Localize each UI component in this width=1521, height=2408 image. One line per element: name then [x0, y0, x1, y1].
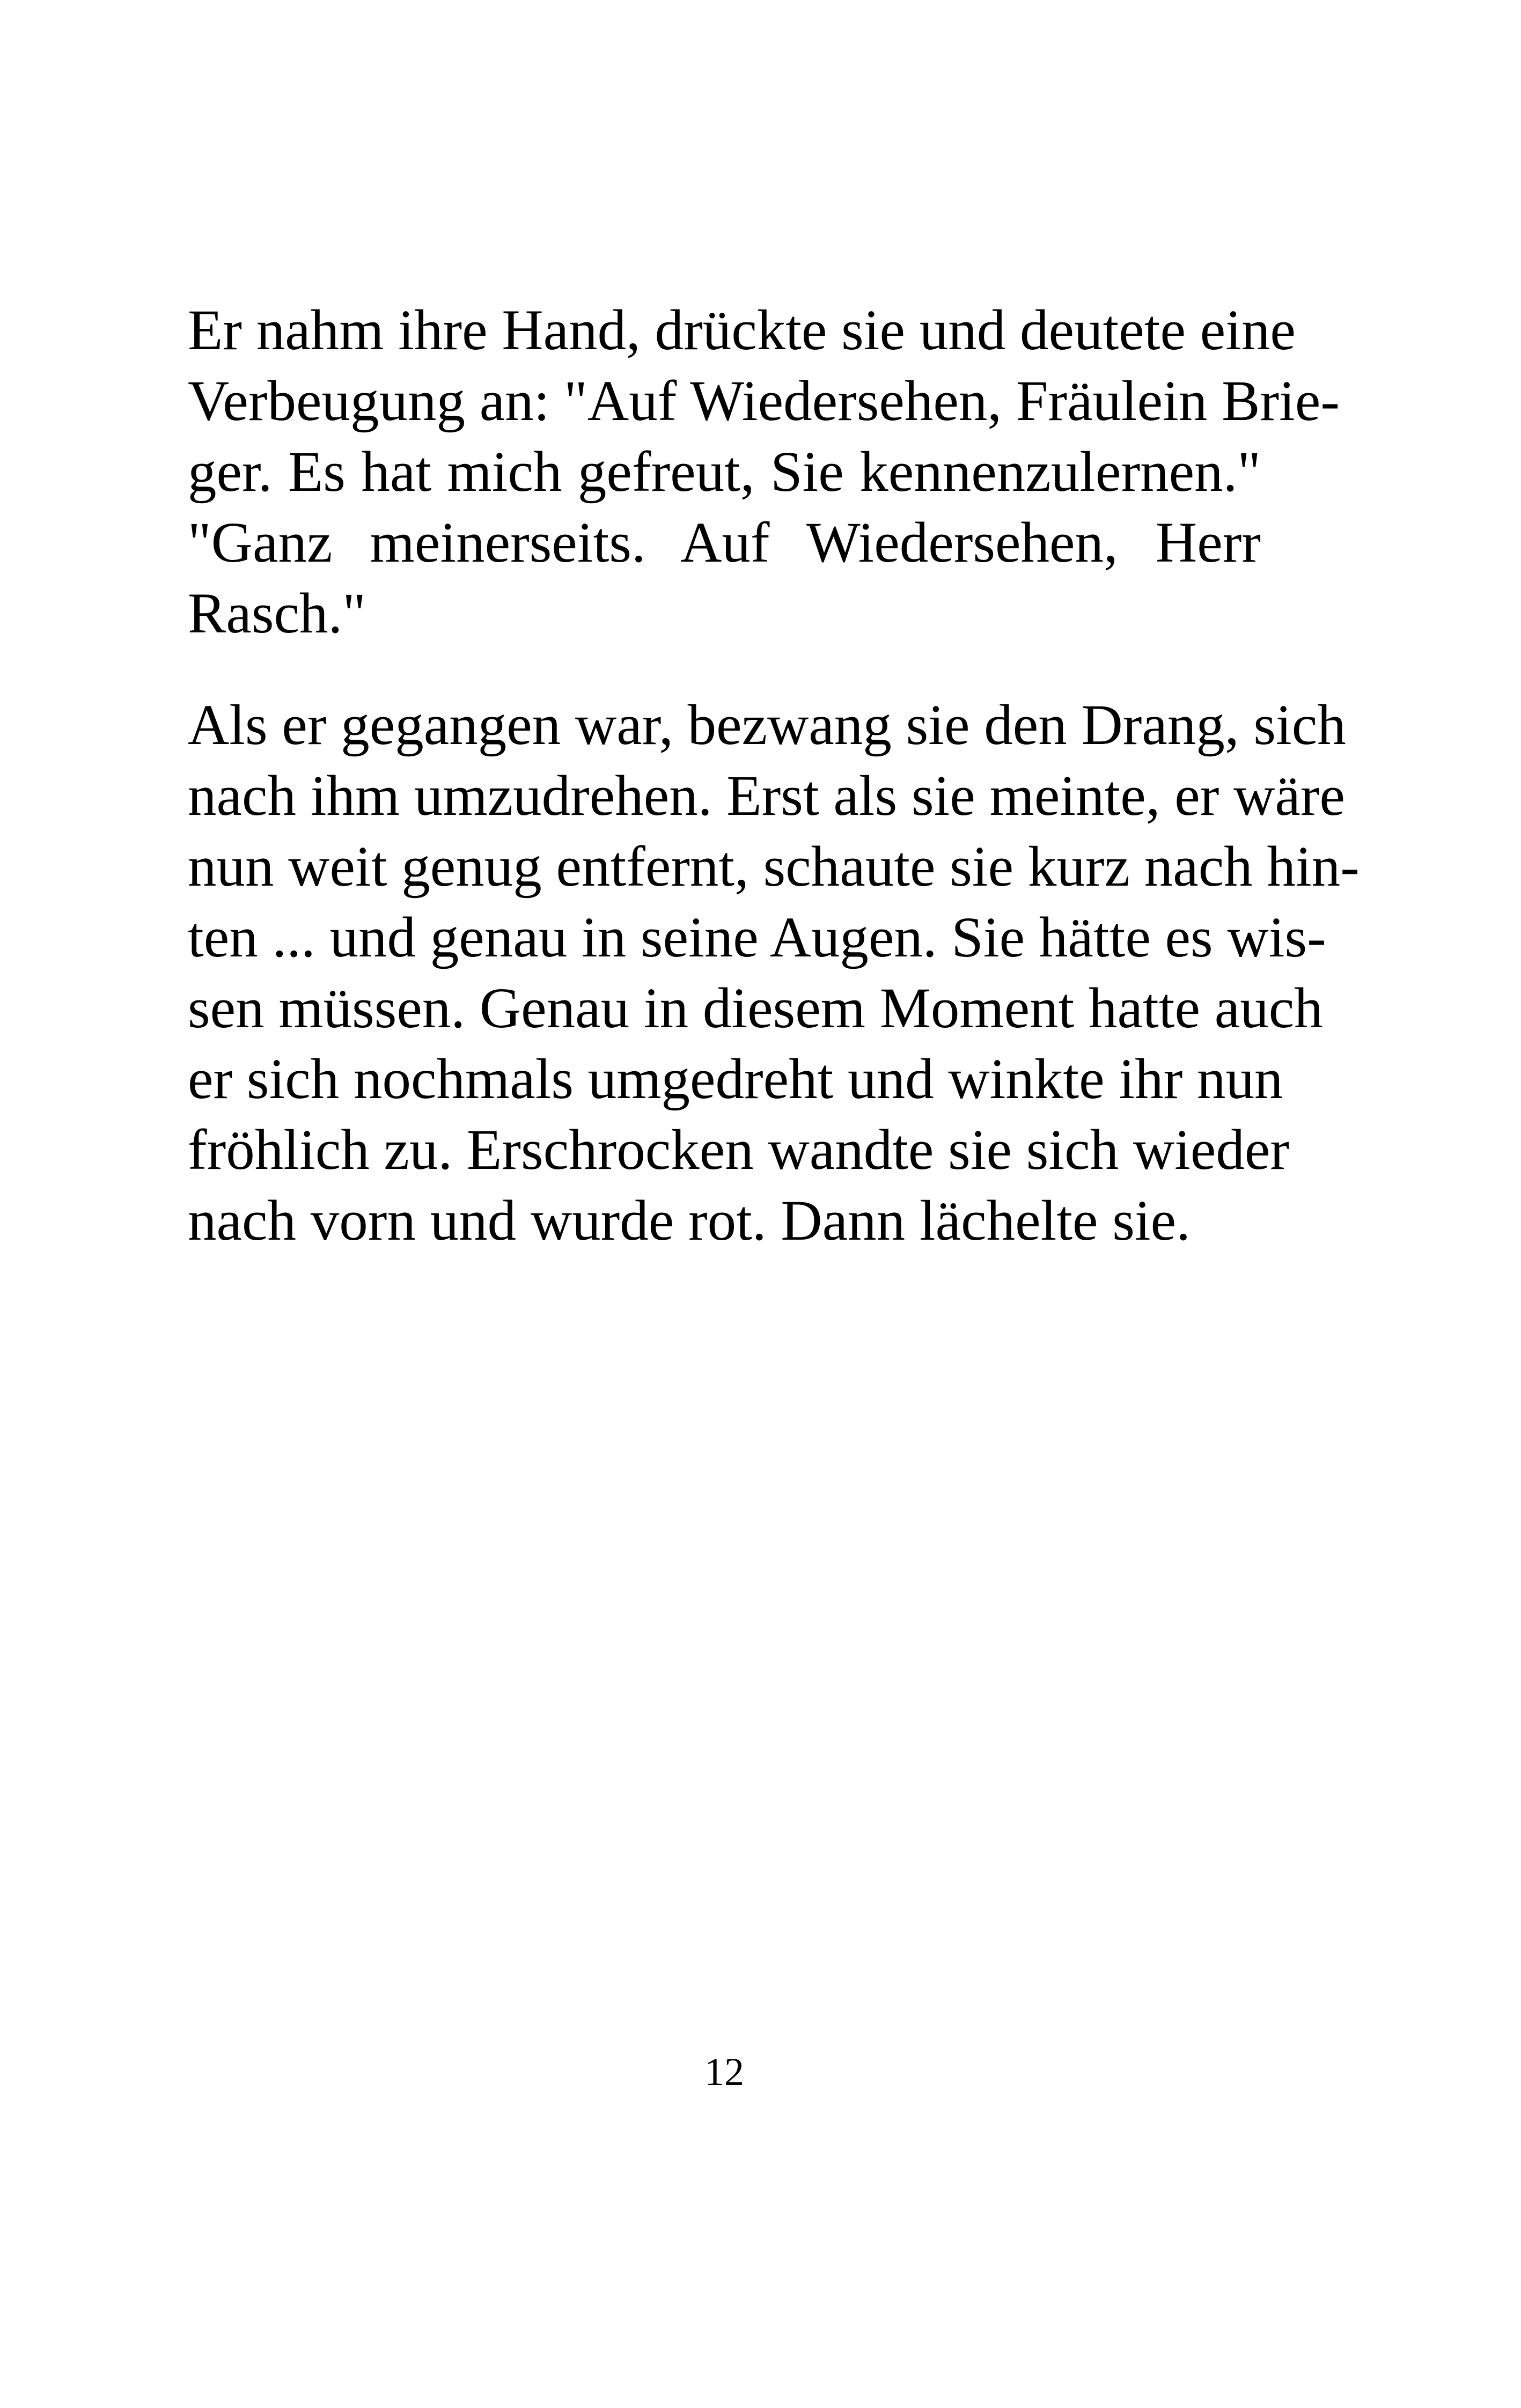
text-line: nach vorn und wurde rot. Dann lächelte sie.: [188, 1189, 1191, 1253]
paragraph-looking-back: [188, 690, 1360, 1256]
text-line: er sich nochmals umgedreht und winkte ihr nun: [188, 1048, 1283, 1111]
text-line: nach ihm umzudrehen. Erst als sie meinte, er wäre: [188, 764, 1346, 828]
text-line: "Ganz meinerseits. Auf Wiedersehen, Herr: [188, 511, 1261, 575]
page-number: 12: [704, 2050, 744, 2094]
text-line: Als er gegangen war, bezwang sie den Drang, sich: [188, 694, 1346, 757]
text-line: sen müssen. Genau in diesem Moment hatte auch: [188, 977, 1323, 1040]
text-line: fröhlich zu. Erschrocken wandte sie sich wieder: [188, 1118, 1290, 1182]
paragraph-farewell: [188, 295, 1340, 649]
text-line: ger. Es hat mich gefreut, Sie kennenzulernen.": [188, 440, 1261, 504]
text-line: Verbeugung an: "Auf Wiedersehen, Fräulein Brie-: [188, 370, 1340, 433]
body-text: [188, 295, 1360, 1256]
text-line: ten ... und genau in seine Augen. Sie hätte es wis-: [188, 906, 1326, 969]
text-line: Rasch.": [188, 582, 366, 645]
text-line: Er nahm ihre Hand, drückte sie und deutete eine: [188, 299, 1296, 362]
text-line: nun weit genug entfernt, schaute sie kurz nach hin-: [188, 835, 1360, 899]
